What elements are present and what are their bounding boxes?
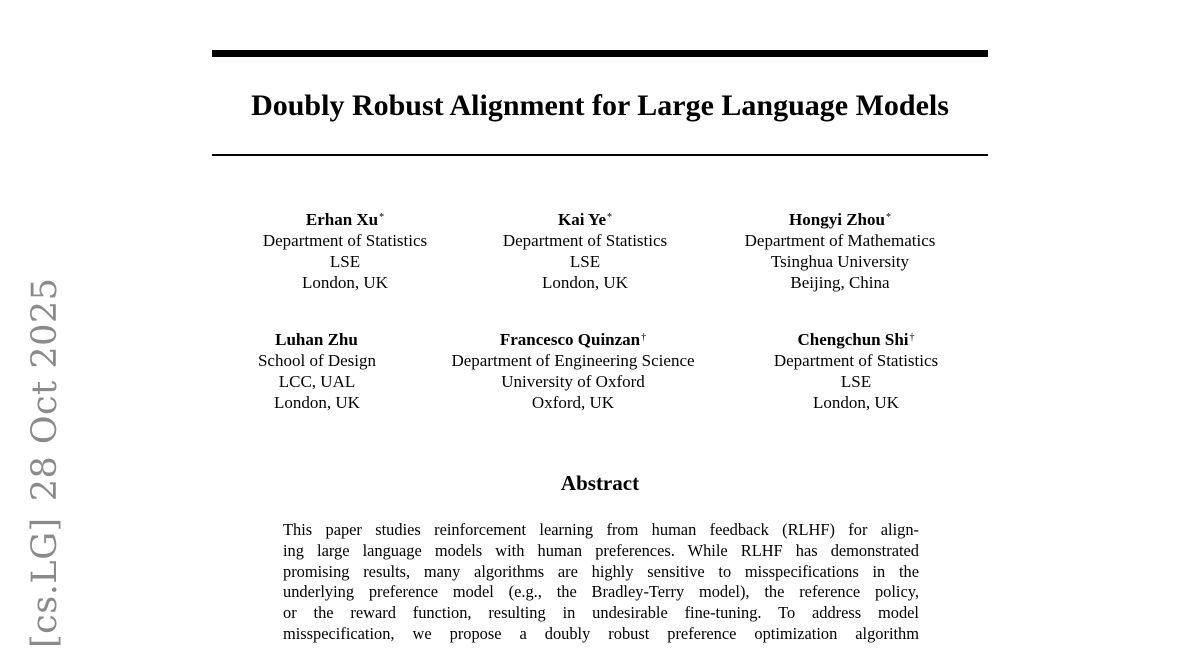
author-name: Erhan Xu xyxy=(305,210,379,229)
abstract-line: This paper studies reinforcement learning from human feedback (RLHF) for align- xyxy=(283,520,919,539)
author-mark: † xyxy=(909,332,915,343)
author-institution: University of Oxford xyxy=(501,372,645,391)
author-department: Department of Engineering Science xyxy=(451,351,695,370)
author-block xyxy=(245,209,445,293)
abstract-line: underlying preference model (e.g., the Bradley-Terry model), the reference policy, xyxy=(283,582,919,602)
author-location: London, UK xyxy=(302,273,388,292)
author-department: Department of Statistics xyxy=(502,231,668,250)
author-institution: LSE xyxy=(569,252,601,271)
author-location: Beijing, China xyxy=(790,273,890,292)
author-block xyxy=(729,209,951,293)
abstract-line: misspecification, we propose a doubly robust preference optimization algorithm xyxy=(283,623,919,643)
title-top-rule xyxy=(212,50,988,57)
arxiv-category: [cs.LG] xyxy=(25,517,65,648)
author-mark: † xyxy=(641,332,647,343)
author-location: London, UK xyxy=(274,393,360,412)
author-institution: LSE xyxy=(840,372,872,391)
author-department: Department of Mathematics xyxy=(744,231,936,250)
author-name: Kai Ye xyxy=(557,210,606,229)
author-department: Department of Statistics xyxy=(773,351,939,370)
abstract-line: promising results, many algorithms are highly sensitive to misspecifications in the xyxy=(283,561,919,581)
author-department: School of Design xyxy=(257,351,377,370)
author-name: Hongyi Zhou xyxy=(789,210,885,229)
arxiv-identifier-stamp xyxy=(25,277,65,648)
author-block xyxy=(423,329,723,413)
author-block xyxy=(756,329,956,413)
abstract-heading: Abstract xyxy=(560,471,640,495)
author-block xyxy=(237,329,397,413)
author-location: Oxford, UK xyxy=(531,393,615,412)
abstract-line: ing large language models with human preferences. While RLHF has demonstrated xyxy=(283,540,919,560)
author-mark: * xyxy=(607,212,612,223)
author-location: London, UK xyxy=(813,393,899,412)
author-institution: LCC, UAL xyxy=(278,372,356,391)
author-location: London, UK xyxy=(542,273,628,292)
author-mark: * xyxy=(379,212,385,223)
author-institution: LSE xyxy=(329,252,361,271)
author-name: Francesco Quinzan xyxy=(499,330,641,349)
paper-title: Doubly Robust Alignment for Large Language Models xyxy=(251,89,949,122)
author-mark: * xyxy=(885,212,891,223)
arxiv-date: 28 Oct 2025 xyxy=(25,277,65,502)
author-department: Department of Statistics xyxy=(262,231,428,250)
author-name: Chengchun Shi xyxy=(797,330,909,349)
abstract-body xyxy=(283,520,919,645)
author-institution: Tsinghua University xyxy=(770,252,910,271)
author-block xyxy=(485,209,685,293)
abstract-line: or the reward function, resulting in undesirable fine-tuning. To address model xyxy=(283,603,919,623)
author-name: Luhan Zhu xyxy=(275,330,358,349)
title-bottom-rule xyxy=(212,154,988,156)
